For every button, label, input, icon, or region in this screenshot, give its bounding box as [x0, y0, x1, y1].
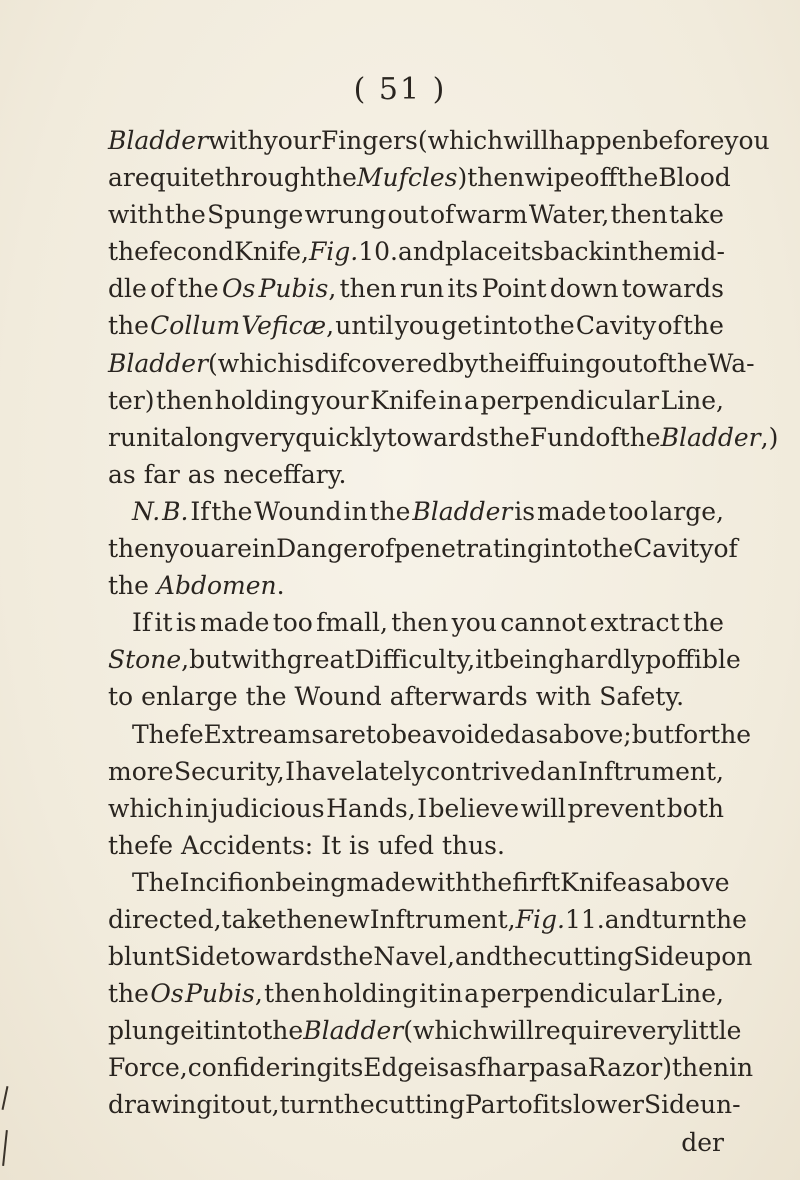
text-line — [108, 678, 724, 715]
text-line — [108, 901, 747, 938]
word: as — [626, 867, 655, 897]
word: get — [441, 311, 483, 341]
word: in — [251, 534, 277, 564]
word: wipe — [524, 163, 585, 193]
word: more — [108, 756, 174, 786]
word: its — [447, 274, 479, 304]
word: poffible — [645, 645, 741, 675]
text-line — [108, 419, 779, 456]
text-line — [108, 604, 724, 641]
word: in — [438, 979, 463, 1009]
word: an — [546, 756, 578, 786]
word: Veficæ, — [241, 311, 335, 341]
text-line — [108, 864, 730, 901]
word: but — [189, 645, 232, 675]
word: holding — [214, 385, 310, 415]
word: Mufcles) — [356, 163, 468, 193]
word: require — [533, 1016, 628, 1046]
word: Bladder — [412, 496, 513, 526]
word: by — [448, 348, 479, 378]
word: with — [415, 867, 472, 897]
word: your — [263, 126, 321, 155]
word: the — [501, 942, 543, 972]
word: Security, — [173, 756, 285, 786]
word: B. — [162, 496, 189, 526]
word: before — [642, 126, 725, 155]
word: quite — [149, 163, 215, 193]
word: Pubis, — [185, 979, 263, 1009]
word: Cavity — [633, 534, 714, 564]
word: into — [542, 534, 593, 564]
word: firft — [512, 867, 561, 897]
word: new — [317, 904, 370, 934]
word: confidering — [187, 1053, 333, 1083]
word: too — [608, 496, 649, 526]
word: along — [170, 422, 241, 452]
word: Inftrument, — [578, 756, 724, 786]
word: of — [595, 422, 620, 452]
word: thus. — [441, 830, 505, 860]
word: of — [150, 274, 175, 304]
word: in — [729, 1053, 754, 1083]
text-line — [108, 716, 752, 753]
word: the — [369, 496, 411, 526]
word: as — [108, 459, 136, 489]
word: perpendicular — [480, 385, 660, 415]
word: its — [541, 1090, 573, 1120]
word: very — [240, 422, 296, 452]
word: it — [419, 979, 438, 1009]
word: Bladder — [303, 1016, 404, 1046]
word: the — [533, 311, 575, 341]
word: Safety. — [599, 682, 685, 712]
word: quickly — [295, 422, 387, 452]
word: Side — [633, 942, 690, 972]
word: of — [517, 1090, 542, 1120]
word: then — [672, 1053, 730, 1083]
word: Wound — [294, 682, 382, 712]
word: Fund — [529, 422, 596, 452]
word: as — [187, 459, 216, 489]
word: Bladder — [108, 348, 209, 378]
word: too — [272, 608, 313, 638]
word: run — [399, 274, 445, 304]
word: the — [666, 348, 708, 378]
word: penetrating — [394, 534, 543, 564]
word: as — [545, 1053, 573, 1083]
word: both — [666, 793, 724, 823]
word: it — [195, 1016, 214, 1046]
word: above; — [548, 719, 632, 749]
word: 10. — [358, 237, 399, 267]
word: being — [275, 867, 347, 897]
word: neceffary. — [223, 459, 347, 489]
word: It — [321, 830, 342, 860]
word: the — [276, 904, 318, 934]
word: afterwards — [389, 682, 528, 712]
word: will — [488, 1016, 534, 1046]
word: 11. — [564, 904, 605, 934]
word: its — [332, 1053, 364, 1083]
word: then — [610, 200, 668, 230]
word: Hands, — [326, 793, 416, 823]
word: turn — [651, 904, 706, 934]
word: are — [324, 719, 366, 749]
word: are — [210, 534, 252, 564]
word: Fig. — [515, 904, 565, 934]
word: Collum — [150, 311, 241, 341]
word: of — [369, 534, 395, 564]
word: Bladder,) — [660, 422, 779, 452]
word: to — [365, 719, 391, 749]
word: down — [549, 274, 619, 304]
word: with — [535, 682, 592, 712]
word: contrived — [426, 756, 547, 786]
word: as — [449, 1053, 477, 1083]
word: fecond — [148, 237, 235, 267]
word: extract — [589, 608, 680, 638]
word: Accidents: — [180, 830, 314, 860]
word: out — [601, 348, 643, 378]
word: place — [445, 237, 513, 267]
word: is — [349, 830, 370, 860]
word: ufed — [377, 830, 434, 860]
word: you — [451, 608, 497, 638]
word: is — [428, 1053, 450, 1083]
word: The — [132, 867, 180, 897]
word: upon — [689, 942, 753, 972]
word: Pubis, — [258, 274, 337, 304]
word: Edge — [363, 1053, 429, 1083]
text-line — [108, 827, 724, 864]
word: off — [584, 163, 618, 193]
word: far — [143, 459, 180, 489]
word: of — [429, 200, 455, 230]
word: Side — [174, 942, 231, 972]
word: Bladder — [108, 126, 209, 155]
word: the — [262, 1016, 304, 1046]
text-line — [108, 1012, 742, 1049]
word: but — [631, 719, 674, 749]
word: with — [231, 645, 287, 675]
word: un- — [699, 1090, 741, 1120]
word: then — [108, 534, 166, 564]
word: will — [520, 793, 566, 823]
word: I — [417, 793, 428, 823]
word: is — [293, 348, 315, 378]
word: Side — [644, 1090, 700, 1120]
text-line — [108, 567, 724, 604]
word: it — [152, 422, 171, 452]
word: If — [132, 608, 152, 638]
word: through — [214, 163, 316, 193]
word: its — [512, 237, 544, 267]
word: Fig. — [308, 237, 359, 267]
word: as — [520, 719, 549, 749]
word: der — [681, 1127, 724, 1157]
word: be — [390, 719, 422, 749]
word: in — [343, 496, 368, 526]
word: the — [108, 311, 149, 341]
word: it — [154, 608, 173, 638]
word: the — [617, 163, 659, 193]
word: believe — [428, 793, 520, 823]
word: great — [286, 645, 355, 675]
text-line — [108, 753, 724, 790]
word: Razor) — [587, 1053, 673, 1083]
text-line — [108, 493, 724, 530]
text-line — [108, 938, 753, 975]
word: N. — [132, 496, 161, 526]
word: difcovered — [314, 348, 449, 378]
word: into — [483, 311, 533, 341]
word: Blood — [658, 163, 731, 193]
word: into — [213, 1016, 263, 1046]
word: plunge — [108, 1016, 195, 1046]
word: the — [488, 422, 530, 452]
text-line — [108, 345, 755, 382]
word: dle — [108, 274, 147, 304]
word: the — [108, 237, 149, 267]
word: above — [654, 867, 730, 897]
text-line — [108, 196, 724, 233]
word: the — [478, 348, 520, 378]
word: in — [438, 385, 463, 415]
word: made — [346, 867, 416, 897]
word: If — [190, 496, 210, 526]
word: towards — [621, 274, 724, 304]
text-line — [108, 233, 724, 270]
word: the — [592, 534, 634, 564]
word: for — [673, 719, 711, 749]
text-line — [108, 530, 738, 567]
word: made — [537, 496, 607, 526]
word: the — [683, 311, 724, 341]
text-line — [108, 456, 724, 493]
word: Danger — [276, 534, 370, 564]
word: is — [175, 608, 197, 638]
word: and — [604, 904, 652, 934]
text-line — [108, 790, 724, 827]
word: the — [627, 237, 669, 267]
word: Line, — [660, 385, 724, 415]
text-line — [108, 641, 741, 678]
word: cutting — [374, 1090, 466, 1120]
word: avoided — [421, 719, 521, 749]
word: to — [108, 682, 134, 712]
word: lower — [572, 1090, 645, 1120]
word: the — [332, 942, 374, 972]
word: hardly — [564, 645, 646, 675]
word: Water, — [528, 200, 610, 230]
word: with — [108, 200, 164, 230]
text-line — [108, 270, 724, 307]
margin-mark — [2, 1086, 9, 1110]
word: iffuing — [519, 348, 602, 378]
word: then — [339, 274, 397, 304]
word: Wa- — [707, 348, 755, 378]
word: the — [108, 979, 149, 1009]
word: towards — [386, 422, 489, 452]
word: your — [311, 385, 369, 415]
word: which — [108, 793, 184, 823]
word: Point — [481, 274, 547, 304]
word: happen — [548, 126, 643, 155]
word: the — [682, 608, 724, 638]
word: and — [454, 942, 502, 972]
word: the — [710, 719, 752, 749]
word: of — [657, 311, 682, 341]
word: Abdomen. — [156, 571, 285, 601]
text-line — [108, 1124, 724, 1161]
word: Difficulty, — [354, 645, 476, 675]
word: Wound — [254, 496, 342, 526]
word: the — [315, 163, 357, 193]
margin-mark — [2, 1130, 8, 1166]
word: lately — [355, 756, 426, 786]
word: the — [705, 904, 747, 934]
word: of — [642, 348, 667, 378]
word: Os — [150, 979, 184, 1009]
word: the — [177, 274, 219, 304]
word: Part — [465, 1090, 518, 1120]
word: the — [164, 200, 206, 230]
word: cutting — [542, 942, 634, 972]
word: a — [464, 385, 479, 415]
word: out — [387, 200, 429, 230]
word: it — [212, 1090, 231, 1120]
text-line — [108, 382, 724, 419]
word: run — [108, 422, 153, 452]
word: Knife, — [234, 237, 309, 267]
word: mid- — [668, 237, 725, 267]
word: drawing — [108, 1090, 213, 1120]
word: (which — [403, 1016, 489, 1046]
word: take — [221, 904, 277, 934]
word: Knife — [370, 385, 437, 415]
text-line — [108, 159, 731, 196]
word: towards — [230, 942, 333, 972]
word: you — [724, 126, 770, 155]
word: Force, — [108, 1053, 188, 1083]
word: will — [503, 126, 549, 155]
word: out, — [230, 1090, 280, 1120]
word: you — [394, 311, 441, 341]
word: thefe — [108, 830, 173, 860]
word: the — [619, 422, 661, 452]
word: you — [165, 534, 211, 564]
word: a — [464, 979, 480, 1009]
word: the — [245, 682, 287, 712]
word: of — [713, 534, 738, 564]
word: Cavity — [575, 311, 657, 341]
word: little — [682, 1016, 742, 1046]
text-line — [108, 1049, 754, 1086]
word: then — [391, 608, 449, 638]
word: and — [398, 237, 446, 267]
word: holding — [322, 979, 418, 1009]
word: I — [285, 756, 296, 786]
word: (which — [417, 126, 504, 155]
word: have — [295, 756, 356, 786]
word: until — [335, 311, 394, 341]
word: in — [603, 237, 628, 267]
word: judicious — [210, 793, 325, 823]
word: Spunge — [207, 200, 304, 230]
word: fmall, — [316, 608, 388, 638]
word: then — [264, 979, 322, 1009]
word: prevent — [567, 793, 666, 823]
word: the — [333, 1090, 375, 1120]
word: Extreams — [203, 719, 325, 749]
word: enlarge — [141, 682, 238, 712]
word: Incifion — [179, 867, 276, 897]
word: fharp — [476, 1053, 546, 1083]
word: Fingers — [320, 126, 418, 155]
word: then — [467, 163, 525, 193]
word: blunt — [108, 942, 175, 972]
word: are — [108, 163, 150, 193]
word: perpendicular — [480, 979, 660, 1009]
word: then — [156, 385, 214, 415]
word: Os — [221, 274, 256, 304]
page-number: ( 51 ) — [353, 72, 447, 107]
word: with — [208, 126, 264, 155]
word: Thefe — [132, 719, 204, 749]
word: back — [543, 237, 604, 267]
body-text — [108, 122, 779, 1161]
word: Stone, — [108, 645, 190, 675]
word: large, — [650, 496, 724, 526]
text-line — [108, 1086, 741, 1123]
word: wrung — [304, 200, 387, 230]
word: Line, — [660, 979, 724, 1009]
text-line — [108, 975, 724, 1012]
word: the — [108, 571, 149, 601]
word: take — [668, 200, 724, 230]
word: in — [185, 793, 210, 823]
word: Inftrument, — [369, 904, 516, 934]
text-line — [108, 122, 770, 159]
word: is — [514, 496, 536, 526]
word: turn — [279, 1090, 334, 1120]
word: cannot — [500, 608, 587, 638]
word: being — [493, 645, 565, 675]
word: very — [627, 1016, 683, 1046]
word: a — [572, 1053, 588, 1083]
text-line — [108, 307, 724, 344]
word: it — [475, 645, 494, 675]
word: made — [199, 608, 270, 638]
word: (which — [208, 348, 294, 378]
word: Navel, — [373, 942, 455, 972]
word: ter) — [108, 385, 155, 415]
word: the — [471, 867, 513, 897]
word: directed, — [108, 904, 222, 934]
word: the — [211, 496, 253, 526]
word: Knife — [560, 867, 627, 897]
word: warm — [455, 200, 528, 230]
